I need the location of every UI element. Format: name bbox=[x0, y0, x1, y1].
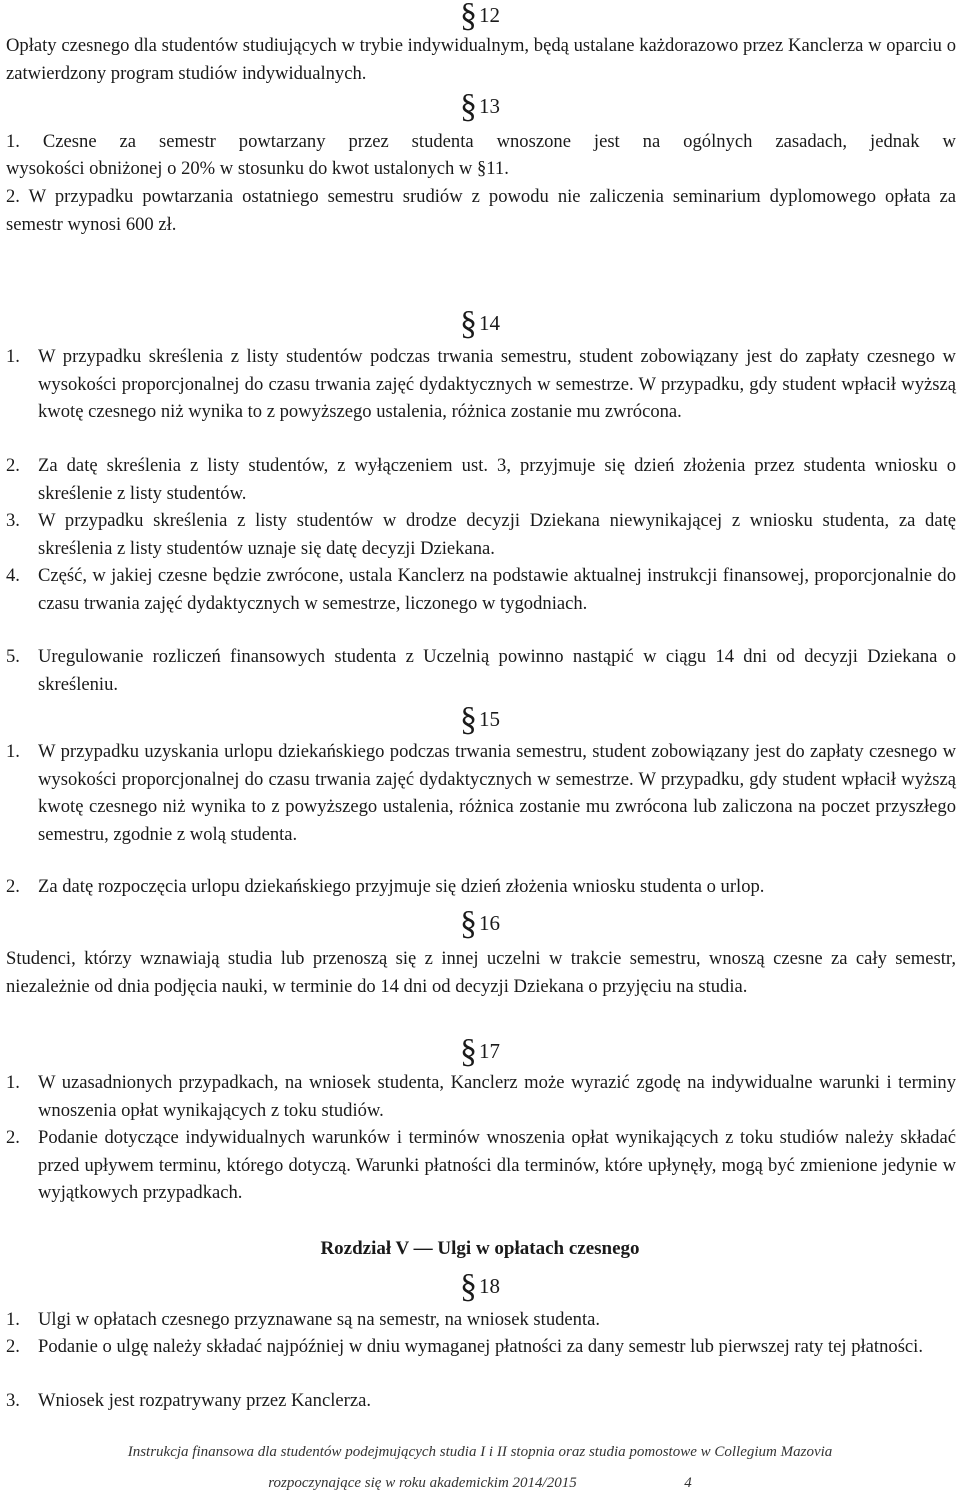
item-text: Za datę rozpoczęcia urlopu dziekańskiego przyjmuje się dzień złożenia wniosku studenta o urlop. bbox=[38, 876, 765, 897]
item-number: 1. bbox=[6, 346, 20, 367]
s18-item-2 bbox=[6, 1333, 956, 1361]
section-symbol: § bbox=[460, 701, 477, 738]
section-symbol: § bbox=[460, 305, 477, 342]
section-heading-12 bbox=[0, 0, 960, 34]
item-number: 3. bbox=[6, 1390, 20, 1411]
section-symbol: § bbox=[460, 1033, 477, 1070]
item-text: Podanie dotyczące indywidualnych warunków i terminów wnoszenia opłat wynikających z toku studiów należy składać przed upływem terminu, którego dotyczą. Warunki płatności dla terminów, które upłynęły, mogą być zmienione jedynie w wyjątkowych przypadkach. bbox=[38, 1127, 956, 1203]
section-number: 14 bbox=[479, 311, 500, 335]
page-number: 4 bbox=[684, 1475, 692, 1491]
s18-item-3 bbox=[6, 1387, 956, 1415]
footer-academic-year: rozpoczynające się w roku akademickim 2014/2015 bbox=[268, 1475, 577, 1491]
section-symbol: § bbox=[460, 1268, 477, 1305]
item-number: 1. bbox=[6, 1309, 20, 1330]
item-text: Wniosek jest rozpatrywany przez Kanclerza. bbox=[38, 1390, 371, 1411]
section-number: 15 bbox=[479, 707, 500, 731]
item-number: 2. bbox=[6, 455, 20, 476]
s14-item-3 bbox=[6, 507, 956, 562]
item-text: W uzasadnionych przypadkach, na wniosek studenta, Kanclerz może wyrazić zgodę na indywidualne warunki i terminy wnoszenia opłat wynikających z toku studiów. bbox=[38, 1072, 956, 1121]
item-text: Podanie o ulgę należy składać najpóźniej w dniu wymaganej płatności za dany semestr lub pierwszej raty tej płatności. bbox=[38, 1336, 923, 1357]
s14-item-4 bbox=[6, 562, 956, 617]
item-text: Część, w jakiej czesne będzie zwrócone, ustala Kanclerz na podstawie aktualnej instrukcji finansowej, proporcjonalnie do czasu trwania zajęć dydaktycznych w semestrze, liczonego w tygodniach. bbox=[38, 565, 956, 614]
item-number: 1. bbox=[6, 1072, 20, 1093]
section-heading-15 bbox=[0, 701, 960, 738]
section-symbol: § bbox=[460, 88, 477, 125]
section-heading-14 bbox=[0, 305, 960, 342]
section-number: 16 bbox=[479, 911, 500, 935]
section-heading-16 bbox=[0, 905, 960, 942]
s18-item-1 bbox=[6, 1306, 956, 1334]
footer-line-2 bbox=[0, 1473, 960, 1493]
s14-item-5 bbox=[6, 643, 956, 698]
item-text: W przypadku skreślenia z listy studentów podczas trwania semestru, student zobowiązany jest do zapłaty czesnego w wysokości proporcjonalnej do czasu trwania zajęć dydaktycznych w semestrze. W przypadku, gdy student wpłacił wyższą kwotę czesnego niż wynika to z powyższego ustalenia, różnica zostanie mu zwrócona. bbox=[38, 346, 956, 422]
s13-item2: 2. W przypadku powtarzania ostatniego semestru srudiów z powodu nie zaliczenia seminarium dyplomowego opłata za semestr wynosi 600 zł. bbox=[6, 186, 956, 235]
s15-item-2 bbox=[6, 873, 956, 901]
item-number: 3. bbox=[6, 510, 20, 531]
paragraph-16: Studenci, którzy wznawiają studia lub przenoszą się z innej uczelni w trakcie semestru, wnoszą czesne za cały semestr, niezależnie od dnia podjęcia nauki, w terminie do 14 dni od decyzji Dziekana o przyjęciu na studia. bbox=[6, 948, 956, 997]
section-heading-17 bbox=[0, 1033, 960, 1070]
item-number: 2. bbox=[6, 1336, 20, 1357]
footer-line-1: Instrukcja finansowa dla studentów podejmujących studia I i II stopnia oraz studia pomostowe w Collegium Mazovia bbox=[127, 1444, 833, 1460]
s14-item-1 bbox=[6, 343, 956, 426]
section-number: 17 bbox=[479, 1039, 500, 1063]
item-text: Ulgi w opłatach czesnego przyznawane są na semestr, na wniosek studenta. bbox=[38, 1309, 601, 1330]
s17-item-2 bbox=[6, 1124, 956, 1207]
item-text: W przypadku uzyskania urlopu dziekańskiego podczas trwania semestru, student zobowiązany jest do zapłaty czesnego w wysokości proporcjonalnej do czasu trwania zajęć dydaktycznych w semestrze. W przypadku, gdy student wpłacił wyższą kwotę czesnego niż wynika to z powyższego ustalenia, różnica zostanie mu zwrócona lub zaliczona na poczet przyszłego semestru, zgodnie z wolą studenta. bbox=[38, 741, 956, 845]
section-number: 18 bbox=[479, 1274, 500, 1298]
item-number: 2. bbox=[6, 1127, 20, 1148]
item-number: 1. bbox=[6, 741, 20, 762]
s17-item-1 bbox=[6, 1069, 956, 1124]
section-heading-18 bbox=[0, 1268, 960, 1305]
item-number: 4. bbox=[6, 565, 20, 586]
item-number: 5. bbox=[6, 646, 20, 667]
item-text: Za datę skreślenia z listy studentów, z wyłączeniem ust. 3, przyjmuje się dzień złożenia przez studenta wniosku o skreślenie z listy studentów. bbox=[38, 455, 956, 504]
item-text: W przypadku skreślenia z listy studentów w drodze decyzji Dziekana niewynikającej z wniosku studenta, za datę skreślenia z listy studentów uznaje się datę decyzji Dziekana. bbox=[38, 510, 956, 559]
s14-item-2 bbox=[6, 452, 956, 507]
section-heading-13 bbox=[0, 88, 960, 125]
chapter-title: Rozdział V — Ulgi w opłatach czesnego bbox=[320, 1238, 640, 1259]
s13-item1-line2: wysokości obniżonej o 20% w stosunku do kwot ustalonych w §11. bbox=[6, 158, 509, 179]
section-number: 13 bbox=[479, 94, 500, 118]
item-number: 2. bbox=[6, 876, 20, 897]
section-symbol: § bbox=[460, 905, 477, 942]
section-symbol: § bbox=[460, 0, 477, 34]
paragraph-12: Opłaty czesnego dla studentów studiujących w trybie indywidualnym, będą ustalane każdorazowo przez Kanclerza w oparciu o zatwierdzony program studiów indywidualnych. bbox=[6, 35, 956, 84]
item-text: Uregulowanie rozliczeń finansowych studenta z Uczelnią powinno nastąpić w ciągu 14 dni od decyzji Dziekana o skreśleniu. bbox=[38, 646, 956, 695]
section-number: 12 bbox=[479, 3, 500, 27]
s13-item1-line1: 1. Czesne za semestr powtarzany przez studenta wnoszone jest na ogólnych zasadach, jednak w bbox=[6, 131, 956, 152]
s15-item-1 bbox=[6, 738, 956, 848]
